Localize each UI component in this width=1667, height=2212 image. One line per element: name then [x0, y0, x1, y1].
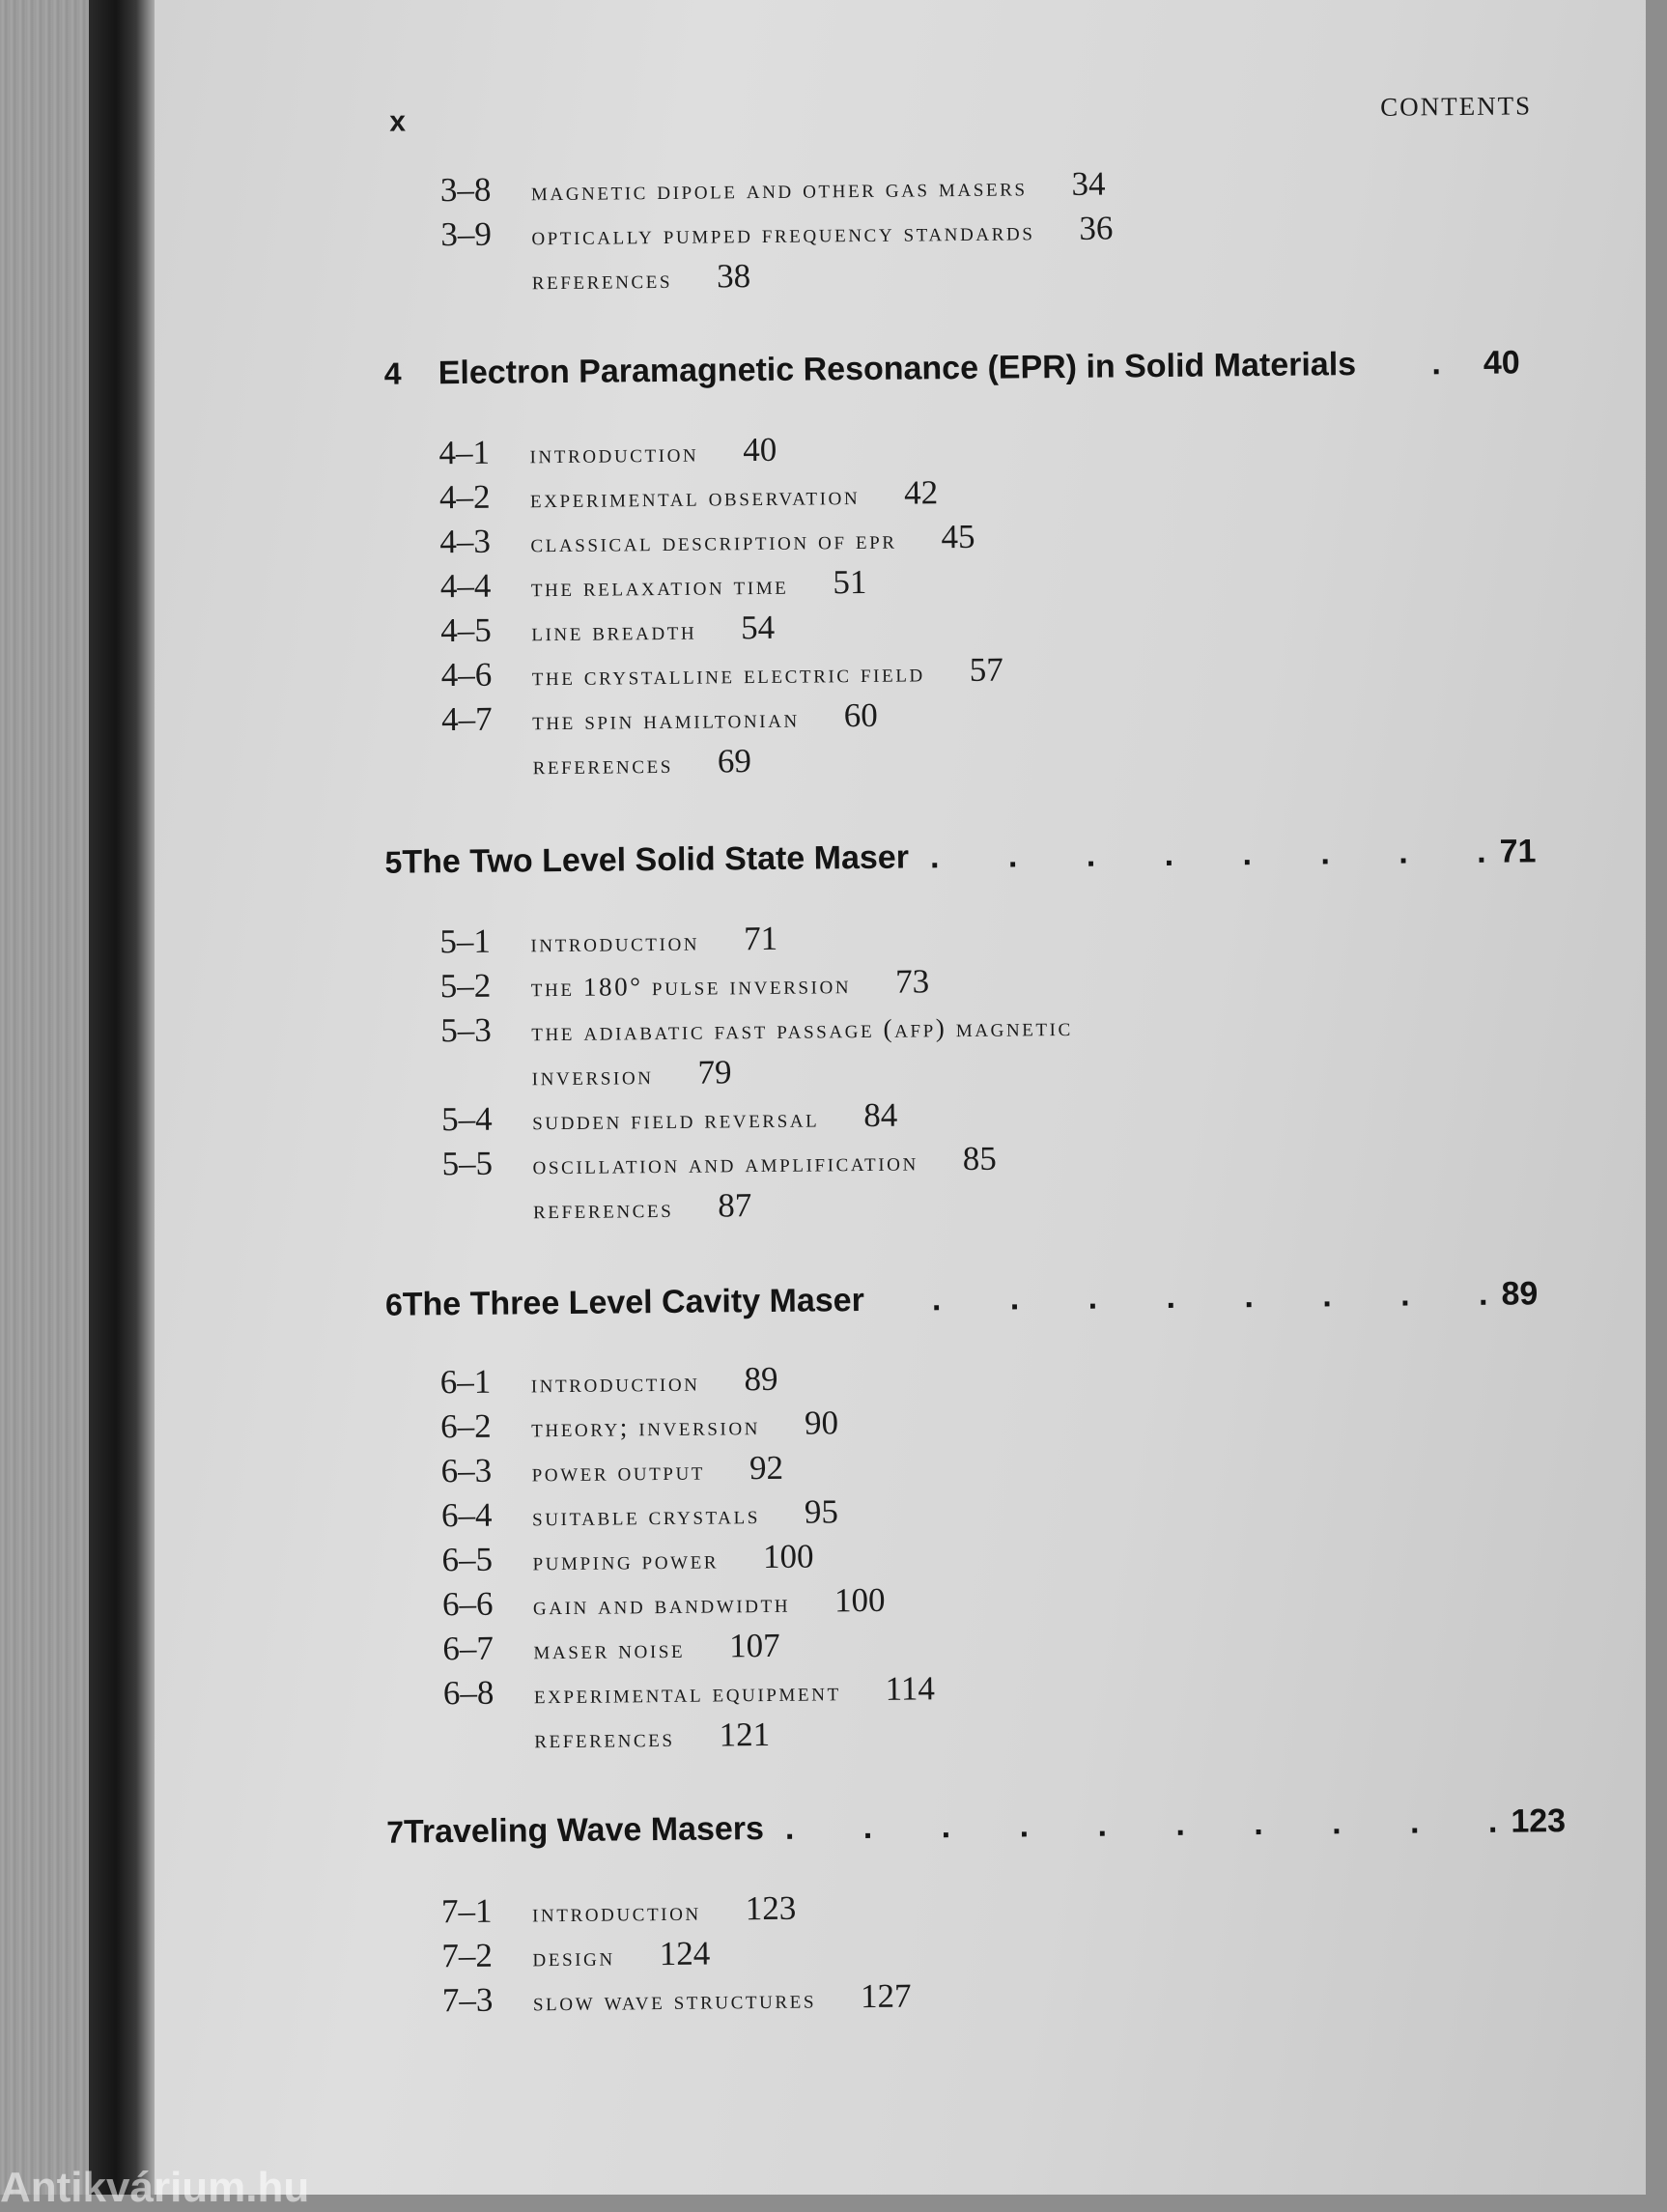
chapter-title: Traveling Wave Masers: [403, 1810, 765, 1851]
section-number: 3–8: [439, 170, 492, 210]
dot-leader: . . . . . . . .: [931, 1275, 1488, 1319]
section-number: 5–3: [440, 1010, 492, 1050]
section-page: 95: [804, 1492, 839, 1531]
section-title: the relaxation time: [530, 570, 789, 603]
chapter-heading: [384, 344, 1520, 399]
toc-entry: [440, 563, 867, 606]
section-number: 4–2: [438, 477, 491, 517]
toc-entry: [441, 1889, 797, 1932]
toc-entry: [441, 257, 751, 298]
section-title: classical description of epr: [530, 525, 897, 558]
section-number: 6–4: [440, 1495, 493, 1535]
section-number: [441, 289, 532, 290]
section-title: slow wave structures: [532, 1984, 817, 2017]
toc-entry: [439, 920, 777, 961]
section-number: 4–6: [440, 655, 493, 695]
section-page: 124: [659, 1934, 711, 1973]
section-title: references: [531, 264, 673, 296]
section-number: 5–1: [439, 922, 492, 961]
chapter-heading: [384, 1275, 1539, 1330]
section-number: [442, 1218, 533, 1219]
section-title: line breadth: [531, 615, 697, 647]
running-title: CONTENTS: [1379, 91, 1533, 122]
toc-entry: [442, 1186, 752, 1228]
section-number: 5–5: [441, 1144, 494, 1183]
page-number: x: [389, 105, 407, 138]
toc-entry: [441, 651, 1003, 695]
watermark-logo: Antikvárium.hu: [0, 2164, 310, 2211]
section-number: 6–2: [440, 1406, 492, 1446]
section-title: experimental equipment: [533, 1677, 841, 1710]
section-page: 127: [860, 1976, 912, 2016]
chapter-number: 7: [386, 1814, 405, 1850]
toc-entry: [441, 1140, 997, 1184]
section-number: 5–4: [440, 1099, 493, 1139]
toc-entry: [443, 1669, 935, 1713]
section-page: 57: [969, 650, 1003, 689]
section-title: maser noise: [533, 1633, 686, 1665]
toc-entry: [440, 165, 1106, 211]
section-title: the adiabatic fast passage (afp) magnetic: [531, 1011, 1073, 1047]
section-page: 60: [843, 695, 878, 735]
section-page: 90: [804, 1404, 839, 1442]
section-page: 92: [749, 1448, 784, 1488]
toc-entry: [440, 1005, 1117, 1050]
section-page: 85: [962, 1139, 997, 1178]
toc-entry: [440, 1360, 778, 1402]
section-title: magnetic dipole and other gas masers: [530, 172, 1028, 207]
section-number: 7–1: [440, 1891, 493, 1931]
toc-entry: [442, 1627, 780, 1668]
section-title: references: [534, 1722, 675, 1754]
section-number: 3–9: [440, 214, 493, 254]
section-number: 6–1: [439, 1362, 492, 1402]
section-page: 87: [718, 1186, 752, 1225]
section-number: 4–5: [440, 610, 492, 650]
toc-entry: [441, 1492, 838, 1535]
section-page: 36: [1079, 209, 1114, 247]
page-content: [155, 0, 1667, 2195]
toc-entry: [440, 1449, 783, 1490]
section-title: the crystalline electric field: [531, 658, 925, 692]
section-number: 4–4: [439, 566, 492, 606]
section-page: 114: [885, 1669, 936, 1708]
toc-entry: [439, 518, 975, 561]
section-page: 107: [728, 1626, 780, 1665]
toc-entry: [441, 1538, 813, 1580]
section-number: 7–3: [441, 1980, 494, 2020]
toc-entry: [443, 1716, 770, 1757]
section-title: the spin hamiltonian: [532, 703, 800, 736]
toc-entry: [442, 1581, 886, 1624]
section-number: [443, 1747, 534, 1748]
section-title: suitable crystals: [531, 1500, 761, 1532]
section-title: introduction: [529, 438, 699, 469]
section-number: 6–5: [441, 1540, 494, 1579]
chapter-title: The Three Level Cavity Maser: [402, 1282, 865, 1323]
section-page: 54: [741, 608, 776, 647]
section-page: 71: [743, 919, 778, 958]
chapter-page: 71: [1499, 833, 1537, 870]
section-page: 34: [1071, 164, 1106, 203]
toc-entry: [440, 1404, 838, 1446]
book-page: [155, 0, 1646, 2195]
toc-entry: [441, 696, 878, 739]
section-page: 73: [894, 962, 930, 1001]
section-title: pumping power: [532, 1545, 720, 1576]
dot-leader: . . . . . . . .: [929, 833, 1486, 876]
toc-entry: [440, 962, 930, 1006]
section-number: 7–2: [441, 1936, 494, 1975]
dot-leader: . . . . . . . . . .: [784, 1802, 1498, 1847]
section-title: the 180° pulse inversion: [530, 970, 852, 1003]
section-page: 100: [834, 1580, 886, 1620]
section-number: 6–6: [441, 1584, 494, 1624]
section-page: 45: [941, 517, 975, 556]
section-page: 89: [744, 1359, 778, 1399]
section-title: experimental observation: [529, 481, 861, 514]
dot-leader: .: [1431, 345, 1442, 383]
section-title: inversion: [531, 1061, 654, 1092]
section-title: oscillation and amplification: [532, 1147, 918, 1180]
toc-entry: [440, 609, 775, 650]
chapter-heading: [384, 833, 1537, 888]
chapter-number: 6: [384, 1287, 403, 1322]
section-title: introduction: [530, 926, 700, 958]
section-number: 6–3: [440, 1451, 493, 1490]
section-number: [442, 774, 533, 775]
section-number: 5–2: [439, 966, 492, 1006]
toc-entry: [441, 1935, 710, 1976]
toc-entry: [441, 1096, 898, 1140]
chapter-number: 4: [383, 355, 402, 391]
toc-entry: [442, 1977, 912, 2021]
toc-entry: [441, 742, 751, 783]
section-page: 51: [833, 562, 867, 602]
section-page: 38: [716, 257, 751, 296]
section-number: 4–1: [438, 433, 491, 472]
chapter-heading: [386, 1802, 1567, 1858]
chapter-title: Electron Paramagnetic Resonance (EPR) in Solid Materials: [438, 346, 1357, 392]
section-page: 69: [717, 742, 752, 780]
section-title: optically pumped frequency standards: [531, 216, 1035, 251]
section-title: power output: [531, 1456, 706, 1488]
book-spine: [89, 0, 156, 2195]
chapter-page: 40: [1483, 344, 1520, 382]
section-title: design: [532, 1942, 615, 1972]
toc-entry: [438, 431, 777, 472]
section-page: 123: [745, 1888, 797, 1928]
section-page: 79: [697, 1053, 732, 1092]
section-title: references: [532, 749, 674, 780]
section-page: 42: [904, 473, 939, 512]
chapter-page: 89: [1501, 1275, 1539, 1313]
toc-entry: [441, 1053, 732, 1094]
toc-entry: [440, 209, 1113, 254]
section-title: introduction: [530, 1367, 700, 1399]
section-number: 6–7: [442, 1629, 494, 1668]
section-page: 40: [743, 430, 777, 469]
chapter-number: 5: [384, 844, 403, 880]
section-title: theory; inversion: [531, 1411, 761, 1443]
section-title: sudden field reversal: [532, 1103, 820, 1136]
toc-entry: [439, 473, 939, 517]
section-title: gain and bandwidth: [532, 1588, 791, 1621]
section-number: 4–3: [439, 522, 492, 561]
section-number: 6–8: [442, 1673, 494, 1713]
section-title: references: [532, 1193, 674, 1225]
chapter-page: 123: [1511, 1802, 1567, 1840]
section-page: 84: [863, 1095, 898, 1135]
section-page: 121: [719, 1715, 771, 1754]
section-number: 4–7: [440, 699, 493, 739]
section-page: 100: [762, 1537, 814, 1576]
section-title: introduction: [531, 1896, 701, 1928]
chapter-title: The Two Level Solid State Maser: [402, 838, 910, 881]
section-number: [441, 1085, 532, 1086]
